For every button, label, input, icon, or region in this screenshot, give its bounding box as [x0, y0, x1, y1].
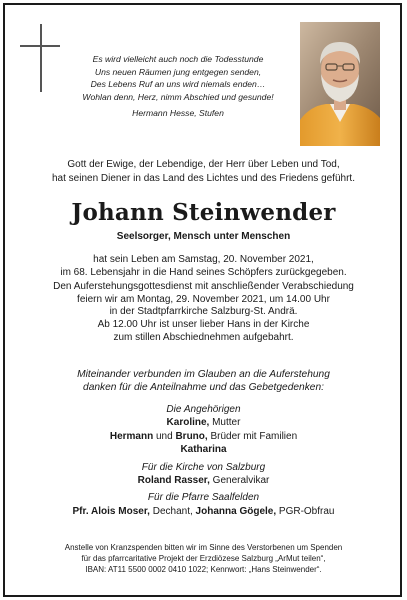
poem-line: Es wird vielleicht auch noch die Todesstunde [92, 54, 264, 64]
service-line: in der Stadtpfarrkirche Salzburg-St. Andrä. [109, 306, 298, 318]
deceased-subtitle: Seelsorger, Mensch unter Menschen [116, 231, 291, 242]
death-line: hat sein Leben am Samstag, 20. November 2021, [93, 254, 314, 265]
cross-icon [40, 24, 42, 92]
poem-line: Des Lebens Ruf an uns wird niemals enden… [90, 79, 266, 89]
mourner-name: Katharina [180, 444, 227, 456]
mourner-role: Generalvikar [209, 475, 270, 487]
thanks-line: Miteinander verbunden im Glauben an die Auferstehung [77, 369, 330, 380]
mourner-role: PGR-Obfrau [276, 505, 335, 517]
thanks-text [0, 368, 407, 394]
mourner-name: Roland Rasser, [137, 475, 210, 487]
conjunction: und [153, 430, 176, 442]
mourner-name: Johanna Gögele, [195, 505, 277, 517]
poem-author: Hermann Hesse, Stufen [132, 108, 224, 118]
poem-line: Wohlan denn, Herz, nimm Abschied und gesunde! [82, 91, 274, 102]
mourner-name: Karoline, [166, 417, 210, 429]
intro-line: hat seinen Diener in das Land des Lichtes und des Friedens geführt. [52, 173, 355, 184]
intro-line: Gott der Ewige, der Lebendige, der Herr über Leben und Tod, [67, 159, 340, 170]
mourner-name: Hermann [109, 430, 154, 442]
mourner-line [0, 443, 407, 456]
mourner-line [0, 430, 407, 443]
family-heading: Die Angehörigen [166, 404, 241, 415]
portrait-image [300, 22, 380, 146]
poem [48, 53, 308, 120]
portrait-photo [300, 22, 380, 146]
notice-body [0, 254, 407, 344]
mourner-role: Dechant, [149, 505, 196, 517]
mourners-list [0, 403, 407, 518]
mourner-role: Mutter [209, 417, 241, 429]
mourner-name: Bruno, [175, 430, 208, 442]
mourner-line [0, 416, 407, 429]
death-line: im 68. Lebensjahr in die Hand seines Schöpfers zurückgegeben. [60, 266, 347, 278]
footer-line: IBAN: AT11 5500 0002 0410 1022; Kennwort: „Hans Steinwender“. [85, 564, 322, 574]
thanks-line: danken für die Anteilnahme und das Gebetgedenken: [83, 382, 324, 393]
service-line: zum stillen Abschiednehmen aufgebahrt. [113, 331, 294, 343]
footer-line: Anstelle von Kranzspenden bitten wir im Sinne des Verstorbenen um Spenden [64, 543, 343, 552]
deceased-name: Johann Steinwender [71, 199, 336, 226]
mourner-line [0, 505, 407, 518]
mourner-role: Brüder mit Familien [207, 430, 298, 442]
church-heading: Für die Kirche von Salzburg [141, 461, 266, 473]
service-line: Den Auferstehungsgottesdienst mit anschließender Verabschiedung [53, 281, 354, 293]
poem-line: Uns neuen Räumen jung entgegen senden, [94, 66, 262, 77]
mourner-line [0, 474, 407, 487]
parish-heading: Für die Pfarre Saalfelden [147, 492, 260, 504]
intro-text [0, 158, 407, 186]
service-line: Ab 12.00 Uhr ist unser lieber Hans in der Kirche [97, 318, 310, 330]
cross-icon-bar [20, 45, 60, 47]
mourner-name: Pfr. Alois Moser, [72, 505, 150, 517]
footer-line: für das pfarrcaritative Projekt der Erzdiözese Salzburg „ArMut teilen“, [81, 553, 326, 563]
donation-footer [0, 543, 407, 575]
service-line: feiern wir am Montag, 29. November 2021, um 14.00 Uhr [77, 293, 330, 305]
